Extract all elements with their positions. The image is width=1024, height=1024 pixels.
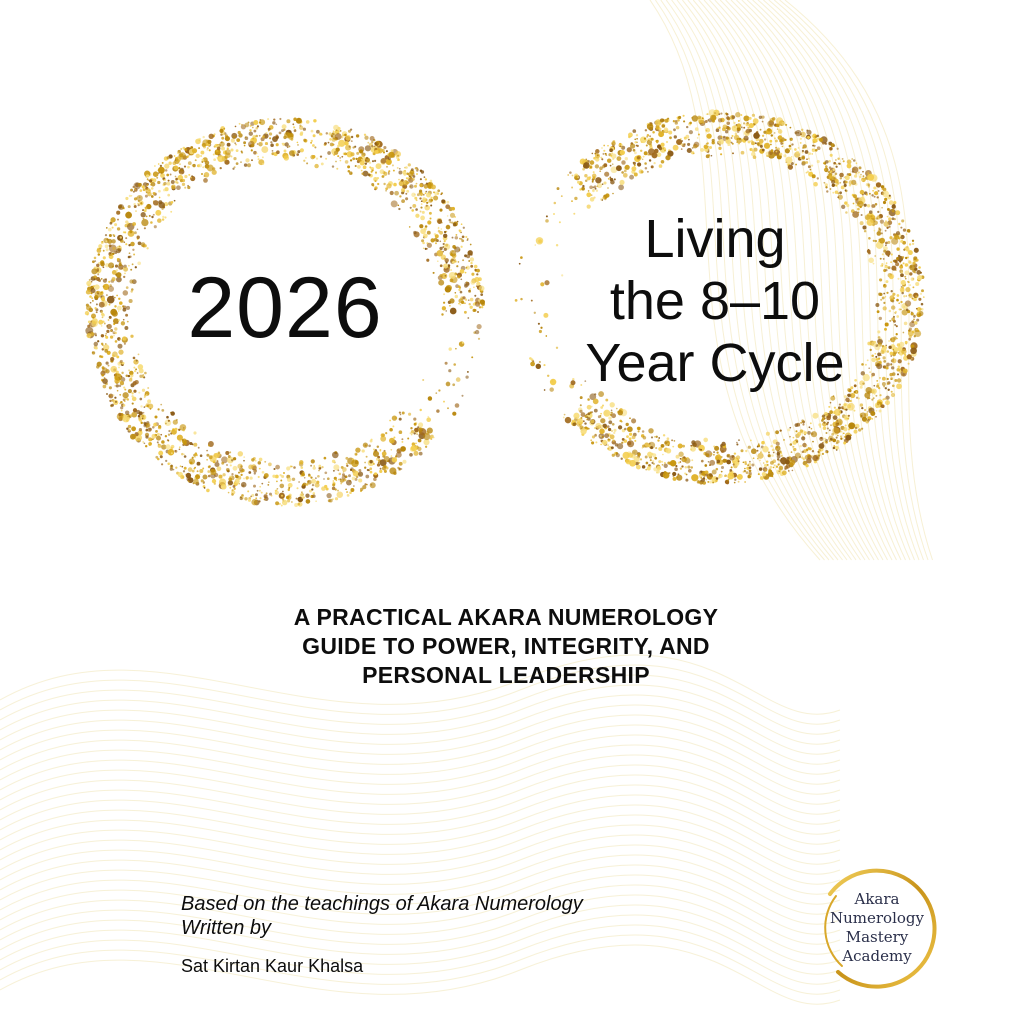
credit-line-1: Based on the teachings of Akara Numerology xyxy=(181,893,583,915)
logo-line-1: Akara xyxy=(854,890,900,908)
logo-line-2: Numerology xyxy=(830,909,924,927)
logo-line-3: Mastery xyxy=(845,928,909,946)
subtitle-line-2: GUIDE TO POWER, INTEGRITY, AND xyxy=(302,633,710,659)
headline-line-1: Living xyxy=(644,209,786,269)
subtitle-line-3: PERSONAL LEADERSHIP xyxy=(362,662,650,688)
headline-line-3: Year Cycle xyxy=(585,333,845,393)
logo-line-4: Academy xyxy=(842,947,912,965)
headline-line-2: the 8–10 xyxy=(609,271,821,331)
logo-text xyxy=(808,890,946,966)
cover-credit xyxy=(181,892,583,940)
cover-subtitle xyxy=(200,603,812,690)
cover-year: 2026 xyxy=(187,260,383,356)
author-name: Sat Kirtan Kaur Khalsa xyxy=(181,956,364,976)
academy-logo xyxy=(808,860,946,998)
credit-line-2: Written by xyxy=(181,917,272,939)
cover-headline xyxy=(530,208,900,394)
subtitle-line-1: A PRACTICAL AKARA NUMEROLOGY xyxy=(293,604,719,630)
